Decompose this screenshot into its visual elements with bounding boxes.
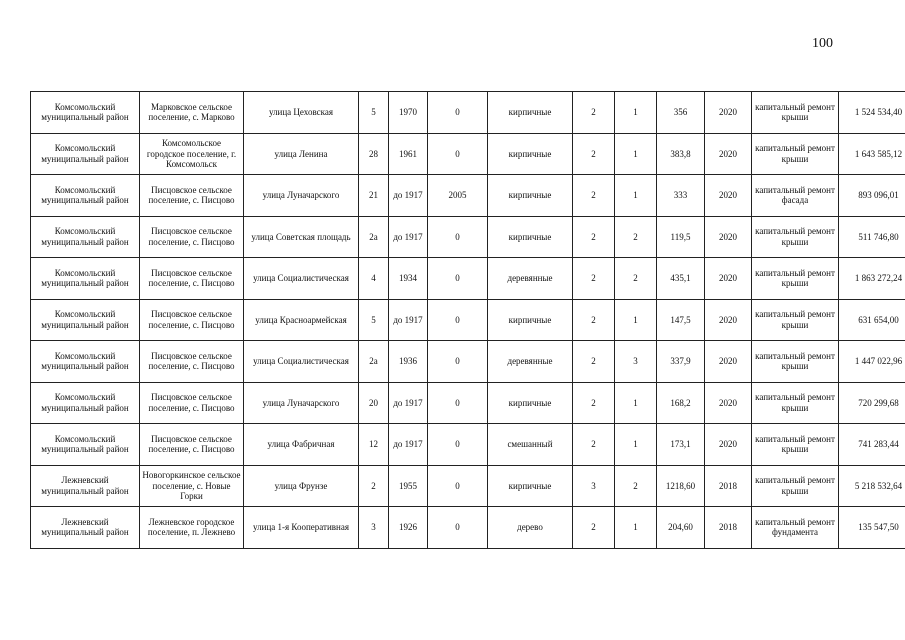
wall-material-cell: смешанный (488, 424, 573, 466)
wall-material-cell: кирпичные (488, 133, 573, 175)
floors-cell: 2 (573, 258, 615, 300)
settlement-cell: Новогоркинское сельское поселение, с. Новые Горки (140, 465, 244, 507)
work-type-cell: капитальный ремонт крыши (752, 216, 839, 258)
table-row (31, 382, 905, 424)
cost-cell: 1 863 272,24 (839, 258, 905, 300)
renovation-year-cell: 0 (428, 424, 488, 466)
area-cell: 383,8 (657, 133, 705, 175)
settlement-cell: Писцовское сельское поселение, с. Писцово (140, 382, 244, 424)
district-cell: Комсомольский муниципальный район (31, 133, 140, 175)
wall-material-cell: деревянные (488, 341, 573, 383)
entrances-cell: 2 (615, 258, 657, 300)
floors-cell: 2 (573, 299, 615, 341)
table-row (31, 92, 905, 134)
street-cell: улица Цеховская (244, 92, 359, 134)
cost-cell: 720 299,68 (839, 382, 905, 424)
area-cell: 337,9 (657, 341, 705, 383)
wall-material-cell: кирпичные (488, 92, 573, 134)
renovation-year-cell: 0 (428, 216, 488, 258)
cost-cell: 1 643 585,12 (839, 133, 905, 175)
area-cell: 356 (657, 92, 705, 134)
wall-material-cell: кирпичные (488, 216, 573, 258)
district-cell: Комсомольский муниципальный район (31, 216, 140, 258)
floors-cell: 3 (573, 465, 615, 507)
house-number-cell: 21 (359, 175, 389, 217)
work-type-cell: капитальный ремонт крыши (752, 341, 839, 383)
cost-cell: 741 283,44 (839, 424, 905, 466)
entrances-cell: 2 (615, 216, 657, 258)
work-type-cell: капитальный ремонт крыши (752, 299, 839, 341)
area-cell: 333 (657, 175, 705, 217)
cost-cell: 1 524 534,40 (839, 92, 905, 134)
district-cell: Комсомольский муниципальный район (31, 299, 140, 341)
work-type-cell: капитальный ремонт крыши (752, 92, 839, 134)
area-cell: 119,5 (657, 216, 705, 258)
floors-cell: 2 (573, 92, 615, 134)
renovation-year-cell: 0 (428, 92, 488, 134)
cost-cell: 893 096,01 (839, 175, 905, 217)
cost-cell: 135 547,50 (839, 507, 905, 549)
house-number-cell: 5 (359, 92, 389, 134)
entrances-cell: 1 (615, 299, 657, 341)
house-number-cell: 28 (359, 133, 389, 175)
table-row (31, 507, 905, 549)
entrances-cell: 1 (615, 382, 657, 424)
district-cell: Лежневский муниципальный район (31, 465, 140, 507)
street-cell: улица 1-я Кооперативная (244, 507, 359, 549)
street-cell: улица Фрунзе (244, 465, 359, 507)
wall-material-cell: кирпичные (488, 175, 573, 217)
wall-material-cell: кирпичные (488, 382, 573, 424)
house-number-cell: 4 (359, 258, 389, 300)
street-cell: улица Красноармейская (244, 299, 359, 341)
settlement-cell: Писцовское сельское поселение, с. Писцово (140, 424, 244, 466)
renovation-year-cell: 2005 (428, 175, 488, 217)
plan-year-cell: 2020 (705, 258, 752, 300)
table-row (31, 175, 905, 217)
plan-year-cell: 2018 (705, 507, 752, 549)
work-type-cell: капитальный ремонт фасада (752, 175, 839, 217)
cost-cell: 1 447 022,96 (839, 341, 905, 383)
cost-cell: 511 746,80 (839, 216, 905, 258)
table-row (31, 299, 905, 341)
settlement-cell: Лежневское городское поселение, п. Лежнево (140, 507, 244, 549)
table-body (31, 92, 905, 549)
plan-year-cell: 2020 (705, 299, 752, 341)
build-year-cell: до 1917 (389, 216, 428, 258)
build-year-cell: до 1917 (389, 299, 428, 341)
area-cell: 147,5 (657, 299, 705, 341)
street-cell: улица Луначарского (244, 175, 359, 217)
area-cell: 435,1 (657, 258, 705, 300)
renovation-year-cell: 0 (428, 133, 488, 175)
house-number-cell: 5 (359, 299, 389, 341)
renovation-year-cell: 0 (428, 341, 488, 383)
renovation-year-cell: 0 (428, 465, 488, 507)
entrances-cell: 2 (615, 465, 657, 507)
table-row (31, 258, 905, 300)
area-cell: 1218,60 (657, 465, 705, 507)
district-cell: Комсомольский муниципальный район (31, 341, 140, 383)
floors-cell: 2 (573, 216, 615, 258)
build-year-cell: 1926 (389, 507, 428, 549)
area-cell: 168,2 (657, 382, 705, 424)
work-type-cell: капитальный ремонт крыши (752, 424, 839, 466)
page-number: 100 (812, 36, 833, 51)
plan-year-cell: 2020 (705, 216, 752, 258)
table-row (31, 465, 905, 507)
work-type-cell: капитальный ремонт крыши (752, 133, 839, 175)
table-row (31, 341, 905, 383)
build-year-cell: 1955 (389, 465, 428, 507)
plan-year-cell: 2020 (705, 133, 752, 175)
build-year-cell: 1970 (389, 92, 428, 134)
district-cell: Комсомольский муниципальный район (31, 382, 140, 424)
district-cell: Комсомольский муниципальный район (31, 175, 140, 217)
district-cell: Комсомольский муниципальный район (31, 258, 140, 300)
street-cell: улица Социалистическая (244, 341, 359, 383)
floors-cell: 2 (573, 341, 615, 383)
work-type-cell: капитальный ремонт крыши (752, 258, 839, 300)
wall-material-cell: деревянные (488, 258, 573, 300)
plan-year-cell: 2020 (705, 424, 752, 466)
plan-year-cell: 2020 (705, 382, 752, 424)
house-number-cell: 12 (359, 424, 389, 466)
plan-year-cell: 2020 (705, 92, 752, 134)
table-row (31, 133, 905, 175)
district-cell: Лежневский муниципальный район (31, 507, 140, 549)
entrances-cell: 1 (615, 507, 657, 549)
settlement-cell: Писцовское сельское поселение, с. Писцово (140, 258, 244, 300)
settlement-cell: Марковское сельское поселение, с. Марково (140, 92, 244, 134)
district-cell: Комсомольский муниципальный район (31, 92, 140, 134)
street-cell: улица Социалистическая (244, 258, 359, 300)
wall-material-cell: кирпичные (488, 465, 573, 507)
floors-cell: 2 (573, 382, 615, 424)
floors-cell: 2 (573, 133, 615, 175)
work-type-cell: капитальный ремонт фундамента (752, 507, 839, 549)
plan-year-cell: 2020 (705, 175, 752, 217)
build-year-cell: 1936 (389, 341, 428, 383)
area-cell: 204,60 (657, 507, 705, 549)
housing-repair-table (30, 91, 905, 549)
floors-cell: 2 (573, 175, 615, 217)
cost-cell: 631 654,00 (839, 299, 905, 341)
renovation-year-cell: 0 (428, 507, 488, 549)
settlement-cell: Комсомольское городское поселение, г. Комсомольск (140, 133, 244, 175)
settlement-cell: Писцовское сельское поселение, с. Писцово (140, 341, 244, 383)
table-row (31, 424, 905, 466)
settlement-cell: Писцовское сельское поселение, с. Писцово (140, 299, 244, 341)
settlement-cell: Писцовское сельское поселение, с. Писцово (140, 175, 244, 217)
wall-material-cell: дерево (488, 507, 573, 549)
table-row (31, 216, 905, 258)
area-cell: 173,1 (657, 424, 705, 466)
build-year-cell: до 1917 (389, 382, 428, 424)
street-cell: улица Фабричная (244, 424, 359, 466)
street-cell: улица Советская площадь (244, 216, 359, 258)
build-year-cell: до 1917 (389, 424, 428, 466)
floors-cell: 2 (573, 424, 615, 466)
entrances-cell: 1 (615, 92, 657, 134)
build-year-cell: 1934 (389, 258, 428, 300)
renovation-year-cell: 0 (428, 382, 488, 424)
renovation-year-cell: 0 (428, 299, 488, 341)
entrances-cell: 3 (615, 341, 657, 383)
entrances-cell: 1 (615, 175, 657, 217)
house-number-cell: 20 (359, 382, 389, 424)
plan-year-cell: 2018 (705, 465, 752, 507)
floors-cell: 2 (573, 507, 615, 549)
street-cell: улица Луначарского (244, 382, 359, 424)
entrances-cell: 1 (615, 133, 657, 175)
wall-material-cell: кирпичные (488, 299, 573, 341)
plan-year-cell: 2020 (705, 341, 752, 383)
cost-cell: 5 218 532,64 (839, 465, 905, 507)
house-number-cell: 2а (359, 216, 389, 258)
street-cell: улица Ленина (244, 133, 359, 175)
house-number-cell: 3 (359, 507, 389, 549)
settlement-cell: Писцовское сельское поселение, с. Писцово (140, 216, 244, 258)
district-cell: Комсомольский муниципальный район (31, 424, 140, 466)
work-type-cell: капитальный ремонт крыши (752, 382, 839, 424)
work-type-cell: капитальный ремонт крыши (752, 465, 839, 507)
renovation-year-cell: 0 (428, 258, 488, 300)
house-number-cell: 2а (359, 341, 389, 383)
build-year-cell: до 1917 (389, 175, 428, 217)
build-year-cell: 1961 (389, 133, 428, 175)
house-number-cell: 2 (359, 465, 389, 507)
entrances-cell: 1 (615, 424, 657, 466)
